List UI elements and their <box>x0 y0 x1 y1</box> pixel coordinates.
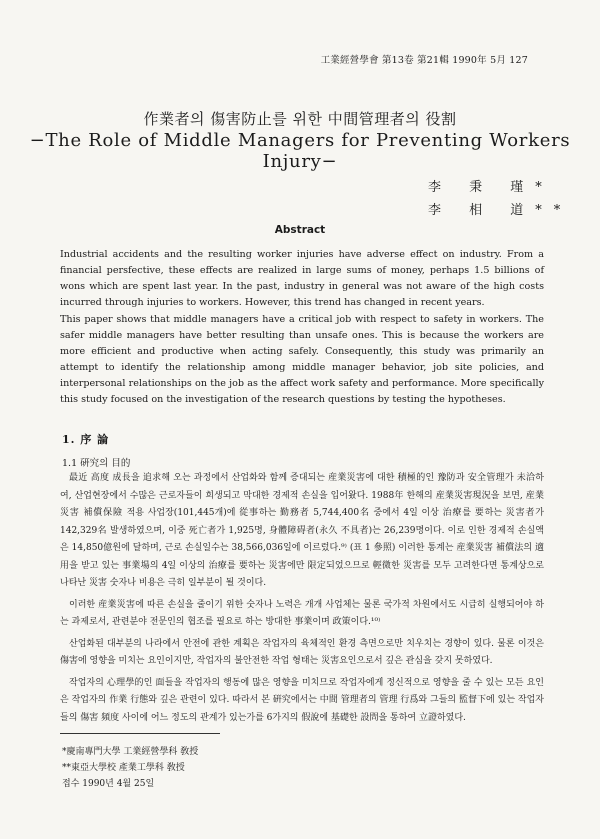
section-heading: 1. 序 論 <box>62 433 110 446</box>
author-list <box>428 176 572 222</box>
body-paragraph: 最近 高度 成長을 追求해 오는 과정에서 산업화와 함께 증대되는 産業災害에 대한 積極的인 豫防과 安全管理가 未洽하여, 산업현장에서 수많은 근로자들이 희생되고 막대한 경제적 손실을 입어왔다. 1988年 한해의 産業災害現況을 보면, 産業災害 補償保險 적용 사업장(101,445개)에 從事하는 勤務者 5,744,400名 중에서 4일 이상 治療를 要하는 災害者가 142,329名 발생하였으며, 이중 死亡者가 1,925명, 身體障碍者(永久 不具者)는 26,239명이다. 이로 인한 경제적 손실액은 14,850億원에 달하며, 근로 손실일수는 38,566,036일에 이르렀다.⁹⁾ (표 1 參照) 이러한 통계는 産業災害 補償法의 適用을 받고 있는 事業場의 4일 이상의 治療를 要하는 災害에만 限定되었으므로 輕微한 災害를 모두 고려한다면 통계상으로 나타난 災害 숫자나 비용은 극히 일부분이 될 것이다. <box>60 473 544 588</box>
title-korean: 作業者의 傷害防止를 위한 中間管理者의 役割 <box>143 110 457 128</box>
abstract-paragraph: Industrial accidents and the resulting worker injuries have adverse effect on industry. From a financial persfective, these effects are realized in large sums of money, perhaps 1.5 billions of wons which are spent last year. In the past, industry in general was not aware of the high costs incurred through injuries to workers. However, this trend has changed in recent years. <box>60 249 544 308</box>
author-name: 李 秉 瑾* <box>428 180 554 195</box>
footnote-affiliation-2: **東亞大學校 產業工學科 敎授 <box>62 763 185 773</box>
footnote-received-date: 접수 1990년 4월 25일 <box>62 779 155 789</box>
body-paragraph: 작업자의 心理學的인 面들을 작업자의 행동에 많은 영향을 미치므로 작업자에게 정신적으로 영향을 줄 수 있는 모든 요인은 작업자의 作業 行態와 깊은 관련이 있다. 따라서 본 硏究에서는 中間 管理者의 管理 行爲와 그들의 監督下에 있는 작업자들의 傷害 頻度 사이에 어느 정도의 관계가 있는가를 6가지의 假說에 基礎한 設問을 통하여 立證하였다. <box>60 677 544 723</box>
footnote-divider <box>60 733 220 734</box>
body-paragraph: 산업화된 대부분의 나라에서 안전에 관한 계획은 작업자의 육체적인 환경 측면으로만 치우치는 경향이 있다. 물론 이것은 傷害에 영향을 미치는 요인이지만, 작업자의 불안전한 작업 형태는 災害요인으로서 깊은 관심을 갖지 못하였다. <box>60 638 544 666</box>
abstract-body <box>60 247 544 409</box>
body-paragraph: 이러한 産業災害에 따른 손실을 줄이기 위한 숫자나 노력은 개개 사업체는 물론 국가적 차원에서도 시급히 실행되어야 하는 과제로서, 관련분야 전문인의 협조를 필요로 하는 방대한 事業이며 政策이다.¹⁰⁾ <box>60 599 544 627</box>
running-header: 工業經營學會 第13卷 第21輯 1990年 5月 127 <box>320 55 528 66</box>
section-body <box>60 470 544 731</box>
subsection-heading: 1.1 硏究의 目的 <box>62 458 131 469</box>
footnote-affiliation-1: *慶南專門大學 工業經營學科 敎授 <box>62 747 199 757</box>
abstract-paragraph: This paper shows that middle managers have a critical job with respect to safety in workers. The safer middle managers have better resulting than unsafe ones. This is because the workers are more efficient and productive when acting safely. Consequently, this study was primarily an attempt to identify the relationship among middle manager behavior, job site policies, and interpersonal relationships on the job as the affect work safety and performance. More specifically this study focused on the investigation of the research questions by testing the hypotheses. <box>60 314 544 405</box>
title-english: −The Role of Middle Managers for Preventing Workers Injury− <box>29 130 571 172</box>
author-name: 李 相 道** <box>428 203 573 218</box>
abstract-heading: Abstract <box>274 224 326 236</box>
footnotes <box>62 744 198 792</box>
